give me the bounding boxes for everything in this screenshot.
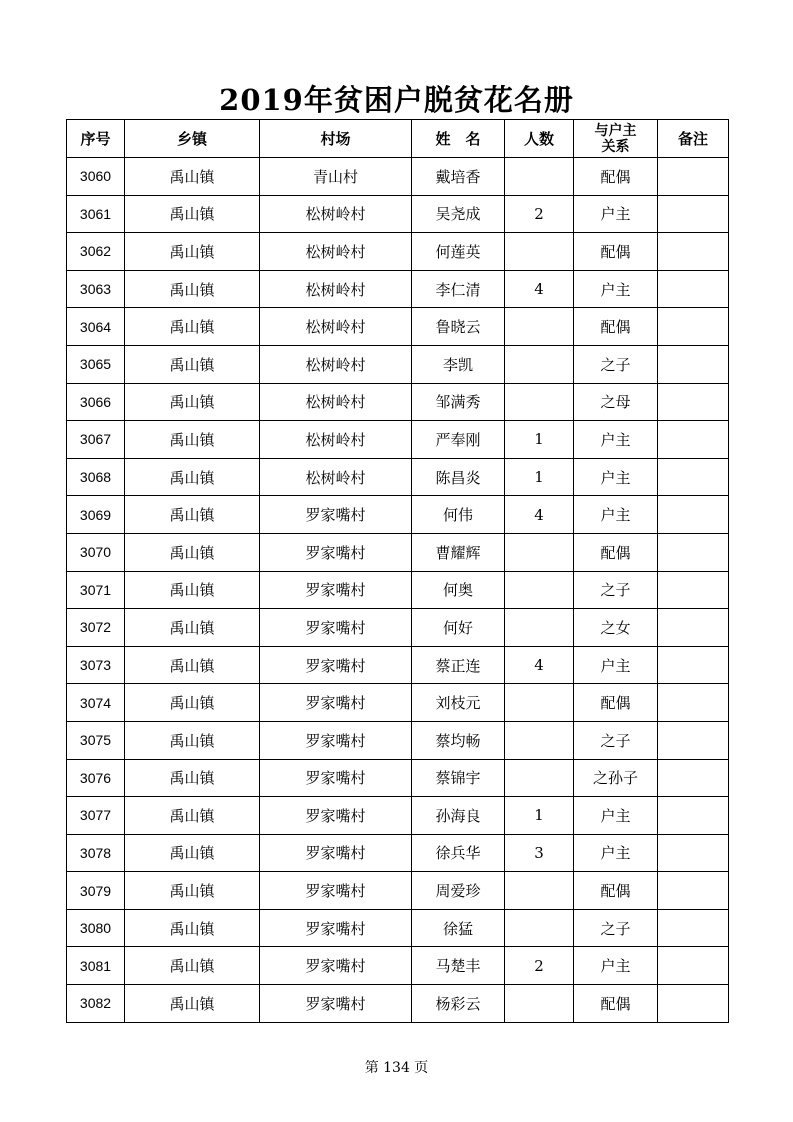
cell-relation: 之子 [574,571,658,609]
cell-town: 禹山镇 [125,721,260,759]
cell-village: 罗家嘴村 [260,834,412,872]
table-row [67,872,729,910]
table-row [67,270,729,308]
cell-relation: 配偶 [574,533,658,571]
cell-village: 罗家嘴村 [260,759,412,797]
cell-town: 禹山镇 [125,496,260,534]
table-row [67,421,729,459]
cell-remarks [658,684,729,722]
cell-relation: 户主 [574,947,658,985]
table-row [67,646,729,684]
cell-seq: 3066 [67,383,125,421]
table-row [67,308,729,346]
cell-relation: 户主 [574,646,658,684]
cell-count: 4 [505,646,574,684]
cell-name: 曹耀辉 [412,533,505,571]
cell-town: 禹山镇 [125,195,260,233]
cell-remarks [658,834,729,872]
cell-town: 禹山镇 [125,609,260,647]
cell-remarks [658,270,729,308]
cell-relation: 配偶 [574,985,658,1023]
cell-seq: 3070 [67,533,125,571]
cell-relation: 户主 [574,421,658,459]
cell-remarks [658,533,729,571]
cell-name: 周爱珍 [412,872,505,910]
table-row [67,609,729,647]
cell-name: 刘枝元 [412,684,505,722]
cell-village: 松树岭村 [260,383,412,421]
cell-relation: 户主 [574,834,658,872]
cell-town: 禹山镇 [125,270,260,308]
cell-village: 罗家嘴村 [260,721,412,759]
cell-village: 罗家嘴村 [260,909,412,947]
cell-count [505,909,574,947]
cell-seq: 3069 [67,496,125,534]
header-relation-line2: 关系 [601,138,630,155]
cell-name: 孙海良 [412,797,505,835]
header-relation-line1: 与户主 [594,122,637,139]
cell-town: 禹山镇 [125,233,260,271]
cell-seq: 3063 [67,270,125,308]
table-row [67,947,729,985]
cell-name: 吴尧成 [412,195,505,233]
cell-village: 罗家嘴村 [260,571,412,609]
cell-count [505,233,574,271]
cell-village: 罗家嘴村 [260,684,412,722]
cell-seq: 3073 [67,646,125,684]
table-row [67,383,729,421]
cell-name: 鲁晓云 [412,308,505,346]
cell-seq: 3072 [67,609,125,647]
cell-relation: 户主 [574,270,658,308]
cell-count: 4 [505,496,574,534]
cell-count [505,609,574,647]
cell-relation: 户主 [574,496,658,534]
table-row [67,533,729,571]
cell-name: 何奥 [412,571,505,609]
header-seq: 序号 [67,120,125,158]
roster-table [66,119,729,1023]
cell-relation: 配偶 [574,872,658,910]
cell-remarks [658,947,729,985]
cell-name: 徐兵华 [412,834,505,872]
cell-village: 罗家嘴村 [260,496,412,534]
cell-relation: 之子 [574,909,658,947]
cell-village: 罗家嘴村 [260,797,412,835]
cell-town: 禹山镇 [125,759,260,797]
cell-name: 马楚丰 [412,947,505,985]
cell-town: 禹山镇 [125,872,260,910]
cell-count [505,345,574,383]
header-relation [574,120,658,158]
cell-village: 松树岭村 [260,233,412,271]
cell-remarks [658,458,729,496]
cell-remarks [658,233,729,271]
cell-village: 罗家嘴村 [260,533,412,571]
cell-town: 禹山镇 [125,571,260,609]
cell-name: 杨彩云 [412,985,505,1023]
cell-village: 罗家嘴村 [260,985,412,1023]
cell-remarks [658,308,729,346]
table-row [67,759,729,797]
cell-village: 罗家嘴村 [260,872,412,910]
cell-seq: 3075 [67,721,125,759]
header-name: 姓 名 [412,120,505,158]
cell-name: 李凯 [412,345,505,383]
cell-relation: 配偶 [574,233,658,271]
cell-remarks [658,345,729,383]
cell-seq: 3064 [67,308,125,346]
cell-name: 何莲英 [412,233,505,271]
cell-relation: 之子 [574,345,658,383]
cell-remarks [658,872,729,910]
cell-village: 松树岭村 [260,421,412,459]
table-row [67,158,729,196]
cell-remarks [658,609,729,647]
cell-count [505,872,574,910]
cell-count [505,985,574,1023]
cell-town: 禹山镇 [125,985,260,1023]
table-row [67,571,729,609]
page-title: 2019年贫困户脱贫花名册 [219,83,574,117]
cell-town: 禹山镇 [125,345,260,383]
cell-remarks [658,496,729,534]
cell-count [505,308,574,346]
cell-seq: 3081 [67,947,125,985]
cell-town: 禹山镇 [125,383,260,421]
cell-remarks [658,721,729,759]
cell-count [505,759,574,797]
cell-relation: 之子 [574,721,658,759]
cell-seq: 3082 [67,985,125,1023]
cell-town: 禹山镇 [125,834,260,872]
header-remarks: 备注 [658,120,729,158]
cell-count: 1 [505,458,574,496]
table-row [67,797,729,835]
cell-seq: 3071 [67,571,125,609]
cell-town: 禹山镇 [125,308,260,346]
cell-count [505,383,574,421]
cell-town: 禹山镇 [125,646,260,684]
cell-town: 禹山镇 [125,158,260,196]
cell-relation: 户主 [574,458,658,496]
table-header-row [67,120,729,158]
table-row [67,909,729,947]
page-number: 第 134 页 [364,1060,429,1076]
cell-name: 何好 [412,609,505,647]
cell-seq: 3067 [67,421,125,459]
cell-count [505,684,574,722]
cell-seq: 3077 [67,797,125,835]
cell-name: 蔡均畅 [412,721,505,759]
cell-seq: 3076 [67,759,125,797]
cell-remarks [658,985,729,1023]
cell-town: 禹山镇 [125,458,260,496]
cell-remarks [658,421,729,459]
cell-name: 何伟 [412,496,505,534]
cell-relation: 户主 [574,797,658,835]
cell-count: 1 [505,421,574,459]
table-row [67,496,729,534]
cell-name: 蔡正连 [412,646,505,684]
cell-village: 罗家嘴村 [260,646,412,684]
cell-count: 3 [505,834,574,872]
cell-remarks [658,646,729,684]
cell-seq: 3065 [67,345,125,383]
cell-town: 禹山镇 [125,533,260,571]
cell-seq: 3074 [67,684,125,722]
table-row [67,458,729,496]
cell-village: 松树岭村 [260,195,412,233]
cell-count: 4 [505,270,574,308]
cell-village: 松树岭村 [260,270,412,308]
cell-village: 松树岭村 [260,308,412,346]
cell-relation: 配偶 [574,308,658,346]
cell-seq: 3060 [67,158,125,196]
cell-relation: 配偶 [574,684,658,722]
cell-village: 罗家嘴村 [260,947,412,985]
cell-name: 戴培香 [412,158,505,196]
cell-remarks [658,759,729,797]
cell-count: 2 [505,195,574,233]
cell-remarks [658,195,729,233]
cell-remarks [658,158,729,196]
table-row [67,985,729,1023]
cell-town: 禹山镇 [125,684,260,722]
cell-village: 松树岭村 [260,458,412,496]
cell-name: 邹满秀 [412,383,505,421]
cell-village: 罗家嘴村 [260,609,412,647]
cell-town: 禹山镇 [125,797,260,835]
cell-seq: 3078 [67,834,125,872]
header-village: 村场 [260,120,412,158]
cell-relation: 之女 [574,609,658,647]
cell-relation: 户主 [574,195,658,233]
cell-count [505,721,574,759]
cell-count [505,158,574,196]
cell-relation: 配偶 [574,158,658,196]
table-row [67,233,729,271]
cell-remarks [658,909,729,947]
cell-town: 禹山镇 [125,909,260,947]
cell-name: 严奉刚 [412,421,505,459]
cell-name: 陈昌炎 [412,458,505,496]
cell-count: 2 [505,947,574,985]
table-row [67,721,729,759]
cell-count [505,571,574,609]
cell-seq: 3062 [67,233,125,271]
cell-seq: 3079 [67,872,125,910]
cell-count: 1 [505,797,574,835]
cell-name: 徐猛 [412,909,505,947]
cell-remarks [658,571,729,609]
header-town: 乡镇 [125,120,260,158]
cell-seq: 3068 [67,458,125,496]
cell-seq: 3061 [67,195,125,233]
cell-town: 禹山镇 [125,947,260,985]
cell-seq: 3080 [67,909,125,947]
header-count: 人数 [505,120,574,158]
table-row [67,345,729,383]
cell-remarks [658,383,729,421]
cell-name: 蔡锦宇 [412,759,505,797]
table-body [67,158,729,1023]
table-row [67,834,729,872]
cell-count [505,533,574,571]
cell-village: 青山村 [260,158,412,196]
table-row [67,195,729,233]
cell-village: 松树岭村 [260,345,412,383]
cell-relation: 之孙子 [574,759,658,797]
cell-town: 禹山镇 [125,421,260,459]
table-row [67,684,729,722]
cell-name: 李仁清 [412,270,505,308]
cell-relation: 之母 [574,383,658,421]
cell-remarks [658,797,729,835]
